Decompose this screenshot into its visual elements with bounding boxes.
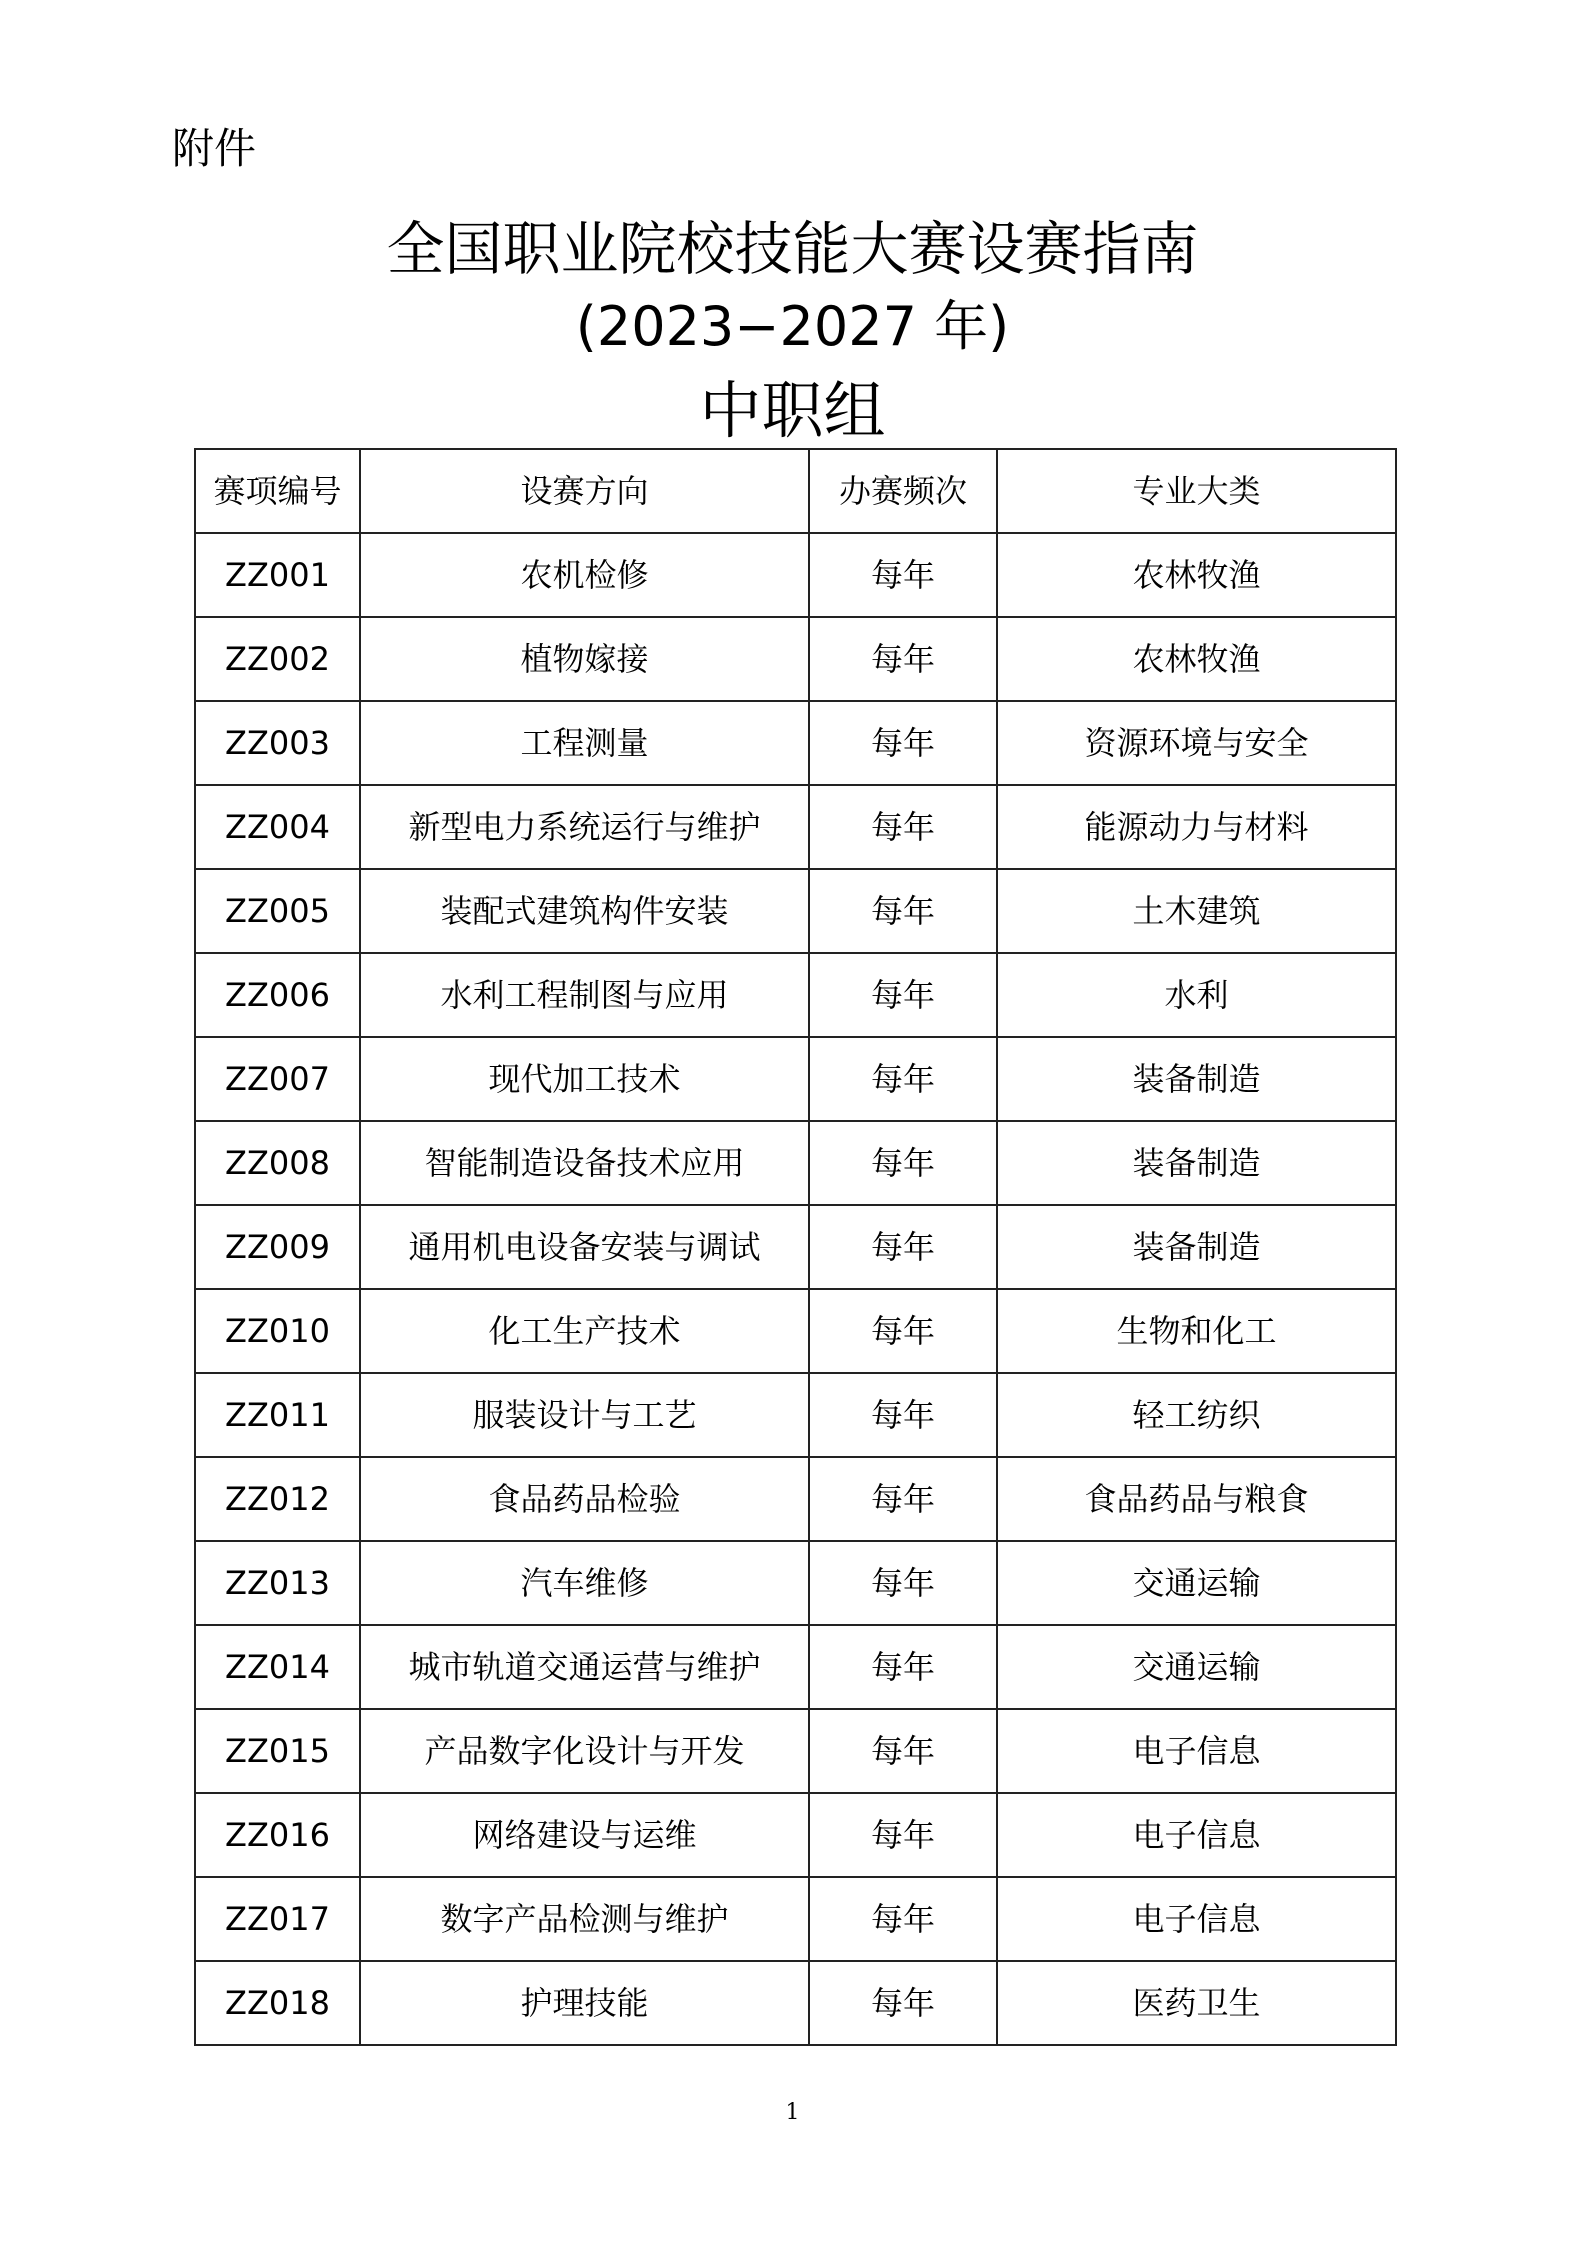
cell-category: 土木建筑 bbox=[997, 869, 1396, 953]
cell-category: 装备制造 bbox=[997, 1205, 1396, 1289]
table-row bbox=[195, 1625, 1396, 1709]
cell-direction: 护理技能 bbox=[360, 1961, 809, 2045]
cell-contest-id: ZZ001 bbox=[195, 533, 360, 617]
cell-frequency: 每年 bbox=[809, 1205, 997, 1289]
cell-category: 生物和化工 bbox=[997, 1289, 1396, 1373]
cell-category: 资源环境与安全 bbox=[997, 701, 1396, 785]
cell-frequency: 每年 bbox=[809, 1709, 997, 1793]
cell-category: 装备制造 bbox=[997, 1037, 1396, 1121]
cell-direction: 网络建设与运维 bbox=[360, 1793, 809, 1877]
page-number: 1 bbox=[785, 2100, 800, 2125]
table-row bbox=[195, 1793, 1396, 1877]
cell-contest-id: ZZ015 bbox=[195, 1709, 360, 1793]
table-row bbox=[195, 1121, 1396, 1205]
table-row bbox=[195, 1205, 1396, 1289]
cell-category: 电子信息 bbox=[997, 1793, 1396, 1877]
cell-category: 装备制造 bbox=[997, 1121, 1396, 1205]
cell-frequency: 每年 bbox=[809, 1541, 997, 1625]
cell-direction: 现代加工技术 bbox=[360, 1037, 809, 1121]
cell-frequency: 每年 bbox=[809, 1625, 997, 1709]
document-title: 全国职业院校技能大赛设赛指南 bbox=[386, 215, 1199, 283]
cell-frequency: 每年 bbox=[809, 701, 997, 785]
cell-frequency: 每年 bbox=[809, 869, 997, 953]
table-row bbox=[195, 701, 1396, 785]
cell-contest-id: ZZ013 bbox=[195, 1541, 360, 1625]
cell-contest-id: ZZ010 bbox=[195, 1289, 360, 1373]
cell-contest-id: ZZ017 bbox=[195, 1877, 360, 1961]
cell-direction: 服装设计与工艺 bbox=[360, 1373, 809, 1457]
cell-frequency: 每年 bbox=[809, 1961, 997, 2045]
cell-direction: 植物嫁接 bbox=[360, 617, 809, 701]
cell-contest-id: ZZ003 bbox=[195, 701, 360, 785]
table-header-row bbox=[195, 449, 1396, 533]
table-row bbox=[195, 1961, 1396, 2045]
cell-category: 电子信息 bbox=[997, 1709, 1396, 1793]
cell-direction: 城市轨道交通运营与维护 bbox=[360, 1625, 809, 1709]
table-row bbox=[195, 1037, 1396, 1121]
cell-contest-id: ZZ012 bbox=[195, 1457, 360, 1541]
cell-direction: 新型电力系统运行与维护 bbox=[360, 785, 809, 869]
cell-frequency: 每年 bbox=[809, 1793, 997, 1877]
cell-frequency: 每年 bbox=[809, 533, 997, 617]
cell-contest-id: ZZ011 bbox=[195, 1373, 360, 1457]
cell-frequency: 每年 bbox=[809, 953, 997, 1037]
table-row bbox=[195, 617, 1396, 701]
header-category: 专业大类 bbox=[997, 449, 1396, 533]
cell-direction: 产品数字化设计与开发 bbox=[360, 1709, 809, 1793]
header-contest-id: 赛项编号 bbox=[195, 449, 360, 533]
cell-category: 食品药品与粮食 bbox=[997, 1457, 1396, 1541]
table-row bbox=[195, 953, 1396, 1037]
cell-category: 交通运输 bbox=[997, 1541, 1396, 1625]
cell-direction: 化工生产技术 bbox=[360, 1289, 809, 1373]
cell-direction: 工程测量 bbox=[360, 701, 809, 785]
cell-category: 水利 bbox=[997, 953, 1396, 1037]
table-row bbox=[195, 785, 1396, 869]
cell-direction: 食品药品检验 bbox=[360, 1457, 809, 1541]
cell-frequency: 每年 bbox=[809, 1457, 997, 1541]
cell-frequency: 每年 bbox=[809, 1037, 997, 1121]
cell-contest-id: ZZ016 bbox=[195, 1793, 360, 1877]
cell-contest-id: ZZ006 bbox=[195, 953, 360, 1037]
cell-contest-id: ZZ014 bbox=[195, 1625, 360, 1709]
cell-contest-id: ZZ018 bbox=[195, 1961, 360, 2045]
cell-contest-id: ZZ009 bbox=[195, 1205, 360, 1289]
table-row bbox=[195, 869, 1396, 953]
cell-direction: 装配式建筑构件安装 bbox=[360, 869, 809, 953]
table-row bbox=[195, 1877, 1396, 1961]
document-group: 中职组 bbox=[699, 374, 886, 447]
attachment-label: 附件 bbox=[172, 124, 257, 173]
cell-direction: 通用机电设备安装与调试 bbox=[360, 1205, 809, 1289]
cell-category: 电子信息 bbox=[997, 1877, 1396, 1961]
header-frequency: 办赛频次 bbox=[809, 449, 997, 533]
cell-category: 农林牧渔 bbox=[997, 617, 1396, 701]
cell-frequency: 每年 bbox=[809, 785, 997, 869]
cell-category: 交通运输 bbox=[997, 1625, 1396, 1709]
cell-contest-id: ZZ005 bbox=[195, 869, 360, 953]
table-row bbox=[195, 1541, 1396, 1625]
cell-frequency: 每年 bbox=[809, 1877, 997, 1961]
cell-direction: 汽车维修 bbox=[360, 1541, 809, 1625]
table-row bbox=[195, 533, 1396, 617]
cell-category: 医药卫生 bbox=[997, 1961, 1396, 2045]
contest-table bbox=[194, 448, 1397, 2046]
table-row bbox=[195, 1457, 1396, 1541]
table-row bbox=[195, 1289, 1396, 1373]
table-row bbox=[195, 1709, 1396, 1793]
header-direction: 设赛方向 bbox=[360, 449, 809, 533]
cell-category: 能源动力与材料 bbox=[997, 785, 1396, 869]
cell-frequency: 每年 bbox=[809, 1289, 997, 1373]
cell-frequency: 每年 bbox=[809, 1121, 997, 1205]
cell-contest-id: ZZ008 bbox=[195, 1121, 360, 1205]
cell-direction: 智能制造设备技术应用 bbox=[360, 1121, 809, 1205]
cell-category: 轻工纺织 bbox=[997, 1373, 1396, 1457]
cell-direction: 数字产品检测与维护 bbox=[360, 1877, 809, 1961]
cell-contest-id: ZZ002 bbox=[195, 617, 360, 701]
cell-direction: 农机检修 bbox=[360, 533, 809, 617]
table-row bbox=[195, 1373, 1396, 1457]
cell-frequency: 每年 bbox=[809, 1373, 997, 1457]
document-years: (2023−2027 年) bbox=[575, 295, 1010, 358]
cell-contest-id: ZZ007 bbox=[195, 1037, 360, 1121]
cell-category: 农林牧渔 bbox=[997, 533, 1396, 617]
cell-direction: 水利工程制图与应用 bbox=[360, 953, 809, 1037]
cell-contest-id: ZZ004 bbox=[195, 785, 360, 869]
cell-frequency: 每年 bbox=[809, 617, 997, 701]
